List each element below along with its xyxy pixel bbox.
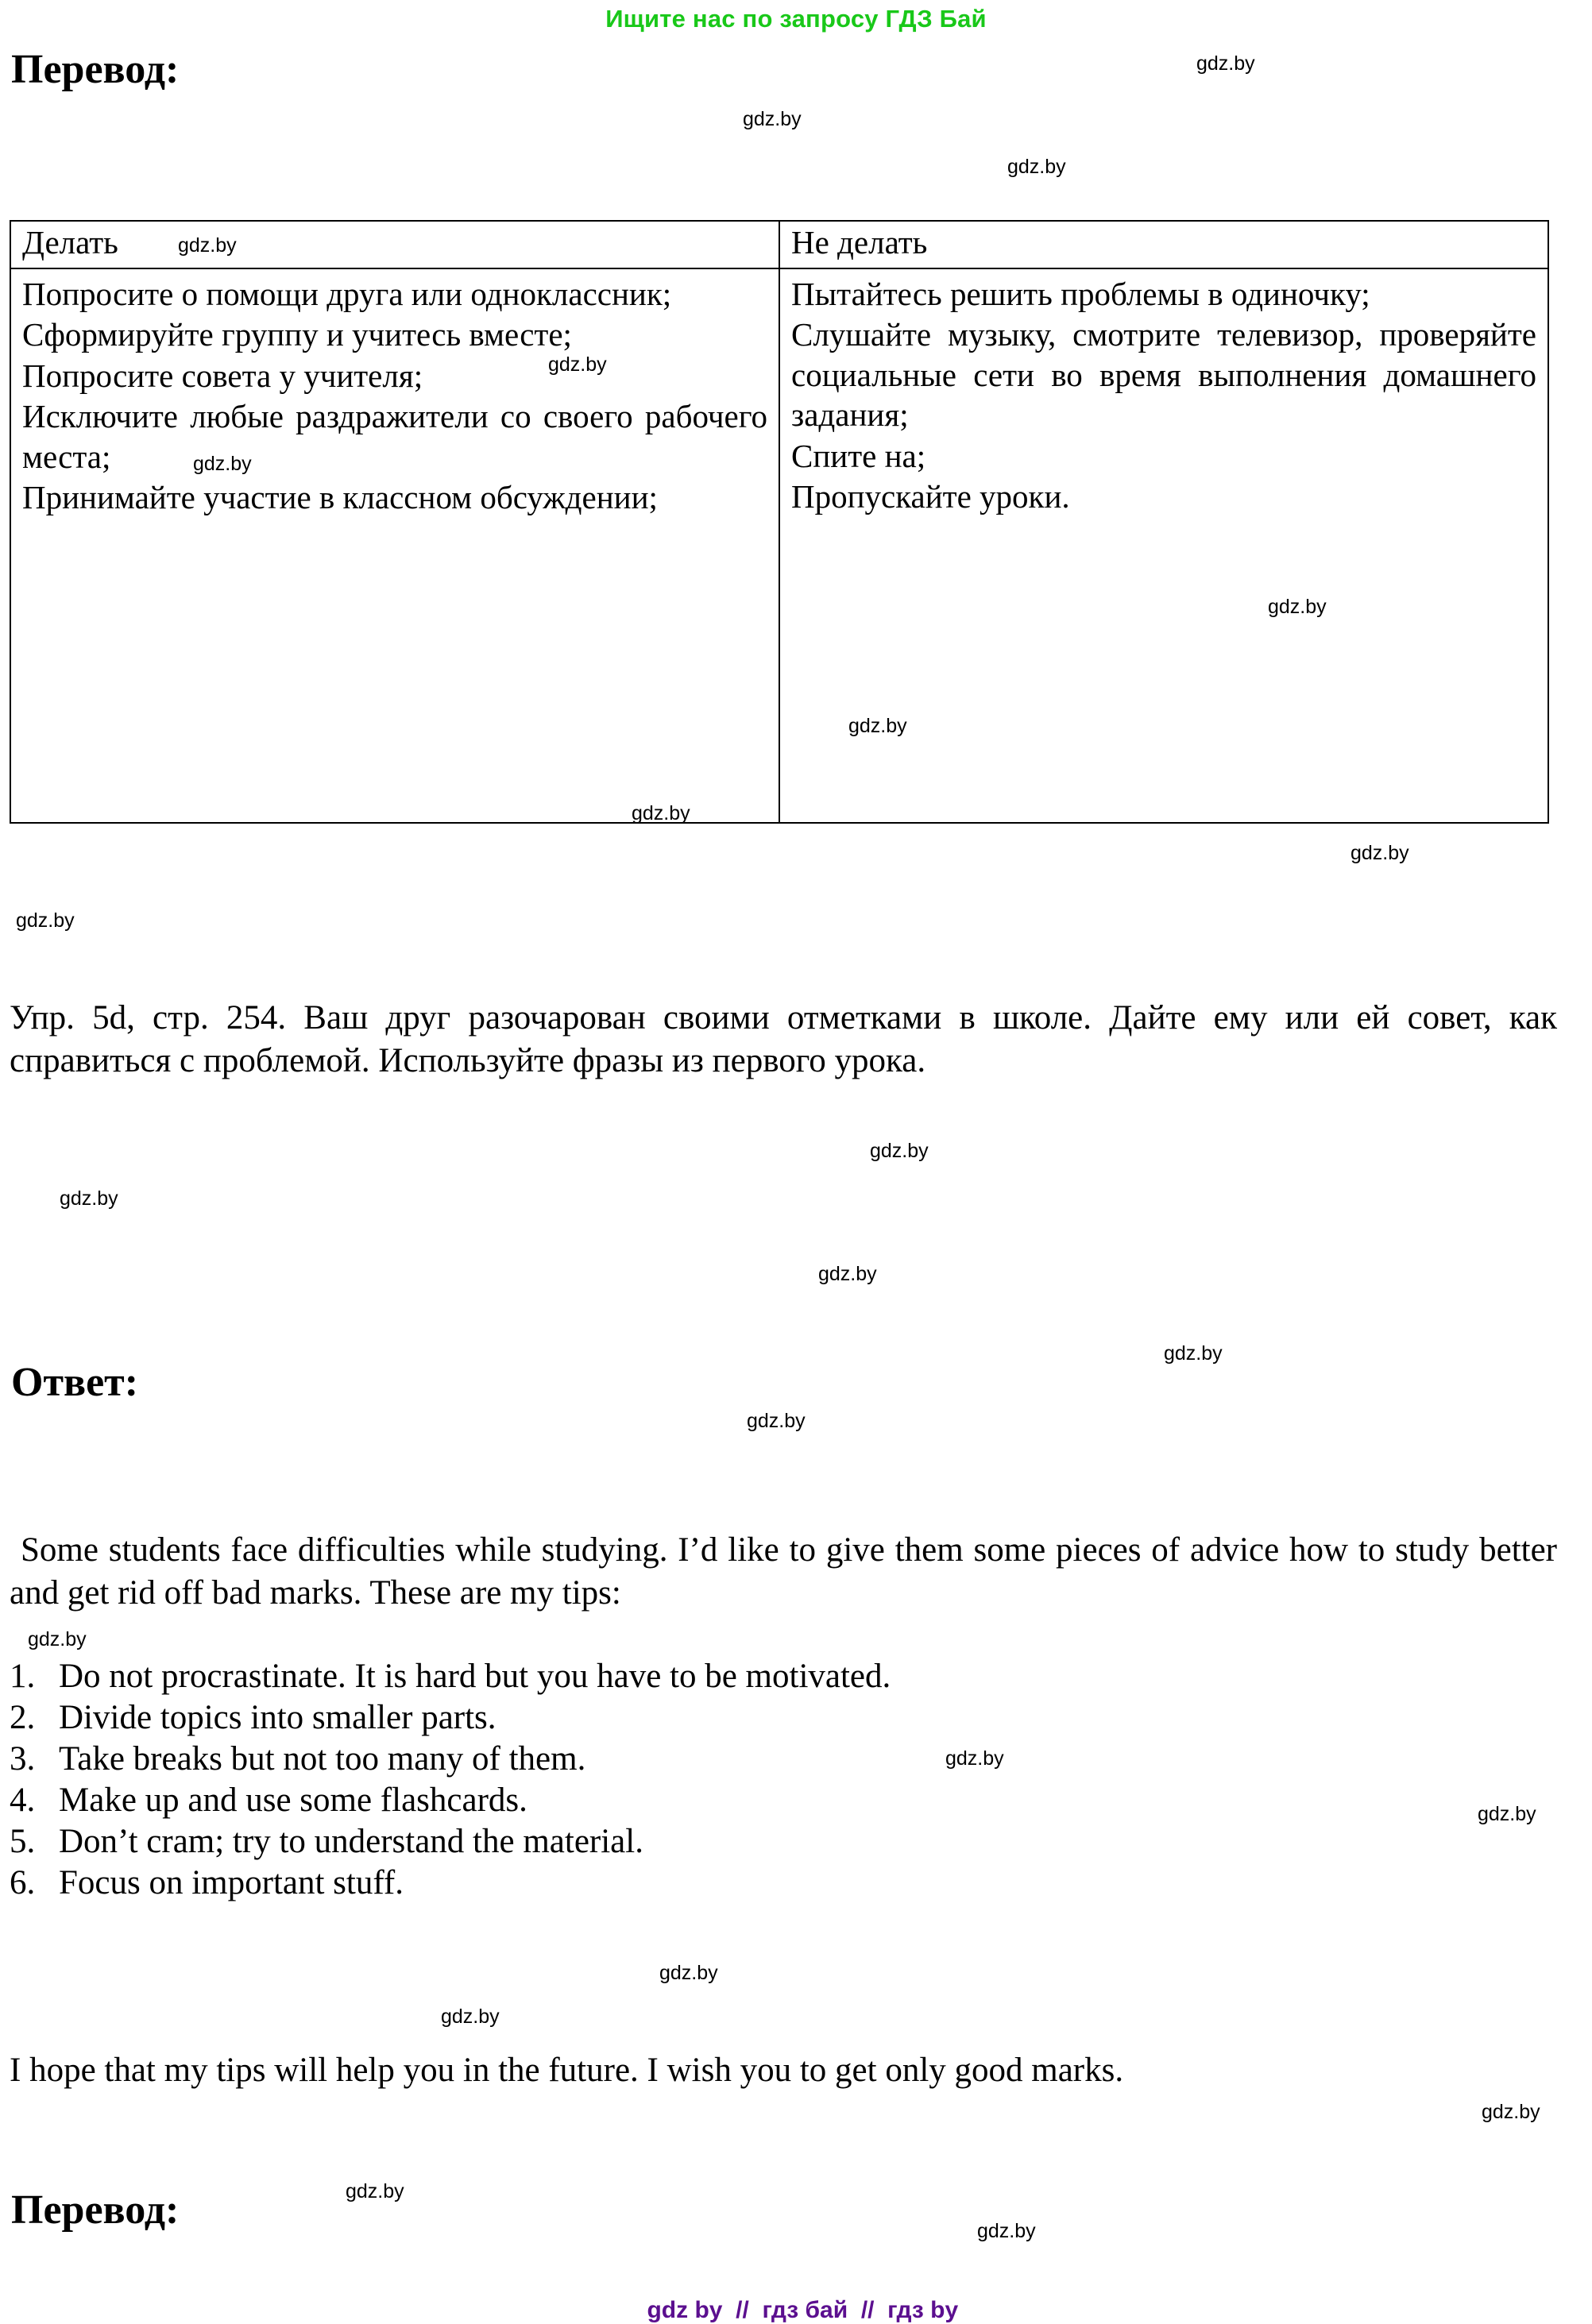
table-header-cell-dont	[779, 221, 1548, 268]
list-item: Сформируйте группу и учитесь вместе;	[22, 316, 572, 353]
list-item	[10, 1780, 1360, 1821]
list-item	[10, 1697, 1360, 1739]
table-body-cell-do	[10, 268, 779, 823]
watermark: gdz.by	[1007, 156, 1066, 178]
list-item	[10, 1739, 1360, 1780]
list-item: Исключите любые раздражители со своего рабочего места;	[22, 398, 767, 475]
watermark: gdz.by	[1196, 52, 1255, 75]
watermark: gdz.by	[16, 909, 75, 932]
watermark: gdz.by	[743, 108, 802, 130]
do-and-dont-table	[10, 220, 1549, 824]
task-paragraph: Упр. 5d, стр. 254. Ваш друг разочарован своими отметками в школе. Дайте ему или ей совет, как справиться с проблемой. Используйте фразы из первого урока.	[10, 999, 1557, 1080]
column-header-do: Делать	[22, 224, 118, 261]
answer-closing-paragraph: I hope that my tips will help you in the future. I wish you to get only good marks.	[10, 2052, 1124, 2089]
list-item: Спите на;	[791, 437, 926, 474]
list-item: Попросите совета у учителя;	[22, 357, 423, 394]
answer-intro-paragraph: Some students face difficulties while studying. I’d like to give them some pieces of advice how to study better and get rid off bad marks. These are my tips:	[10, 1531, 1557, 1612]
list-item: Принимайте участие в классном обсуждении;	[22, 479, 658, 516]
list-item-text: Make up and use some flashcards.	[59, 1782, 527, 1820]
list-item	[10, 1656, 1360, 1697]
list-item-number: 3.	[10, 1740, 36, 1778]
table-header-row	[10, 221, 1548, 268]
list-item	[10, 1863, 1360, 1904]
watermark: gdz.by	[977, 2220, 1036, 2242]
list-item-number: 1.	[10, 1658, 36, 1695]
watermark: gdz.by	[28, 1628, 87, 1650]
column-header-dont: Не делать	[791, 224, 928, 261]
list-item-number: 2.	[10, 1699, 36, 1737]
watermark: gdz.by	[1482, 2101, 1540, 2123]
watermark: gdz.by	[1350, 842, 1409, 864]
list-item-text: Focus on important stuff.	[59, 1864, 404, 1902]
list-item: Слушайте музыку, смотрите телевизор, проверяйте социальные сети во время выполнения домашнего задания;	[791, 316, 1536, 434]
watermark: gdz.by	[1164, 1342, 1223, 1365]
list-item-text: Don’t cram; try to understand the material.	[59, 1823, 643, 1861]
dont-items-list	[791, 274, 1536, 517]
watermark: gdz.by	[632, 802, 690, 824]
answer-tips-list	[10, 1656, 1360, 1904]
list-item-text: Divide topics into smaller parts.	[59, 1699, 497, 1737]
footer-links-text[interactable]: gdz by // гдз бай // гдз by	[647, 2297, 959, 2323]
watermark: gdz.by	[60, 1187, 118, 1210]
watermark: gdz.by	[548, 353, 607, 376]
watermark: gdz.by	[346, 2180, 404, 2202]
promo-banner-text: Ищите нас по запросу ГДЗ Бай	[605, 5, 987, 33]
list-item-number: 4.	[10, 1782, 36, 1820]
watermark: gdz.by	[945, 1747, 1004, 1770]
watermark: gdz.by	[747, 1410, 806, 1432]
watermark: gdz.by	[848, 715, 907, 737]
watermark: gdz.by	[1268, 596, 1327, 618]
watermark: gdz.by	[659, 1962, 718, 1984]
section-heading-translation-bottom: Перевод:	[11, 2187, 180, 2233]
watermark: gdz.by	[1478, 1803, 1536, 1825]
list-item-number: 6.	[10, 1864, 36, 1902]
watermark: gdz.by	[441, 2006, 500, 2028]
list-item: Пропускайте уроки.	[791, 478, 1070, 515]
watermark: gdz.by	[818, 1263, 877, 1285]
list-item-text: Take breaks but not too many of them.	[59, 1740, 586, 1778]
table-body-cell-dont	[779, 268, 1548, 823]
watermark: gdz.by	[870, 1140, 929, 1162]
list-item-number: 5.	[10, 1823, 36, 1861]
do-items-list	[22, 274, 767, 518]
section-heading-answer: Ответ:	[11, 1360, 139, 1405]
watermark: gdz.by	[178, 234, 237, 257]
list-item: Пытайтесь решить проблемы в одиночку;	[791, 276, 1370, 312]
list-item	[10, 1821, 1360, 1863]
list-item-text: Do not procrastinate. It is hard but you have to be motivated.	[59, 1658, 891, 1695]
watermark: gdz.by	[193, 453, 252, 475]
table-body-row	[10, 268, 1548, 823]
footer-links[interactable]	[0, 2270, 1592, 2324]
section-heading-translation-top: Перевод:	[11, 47, 180, 92]
list-item: Попросите о помощи друга или одноклассник;	[22, 276, 672, 312]
promo-banner	[0, 5, 1592, 33]
table-header-cell-do	[10, 221, 779, 268]
